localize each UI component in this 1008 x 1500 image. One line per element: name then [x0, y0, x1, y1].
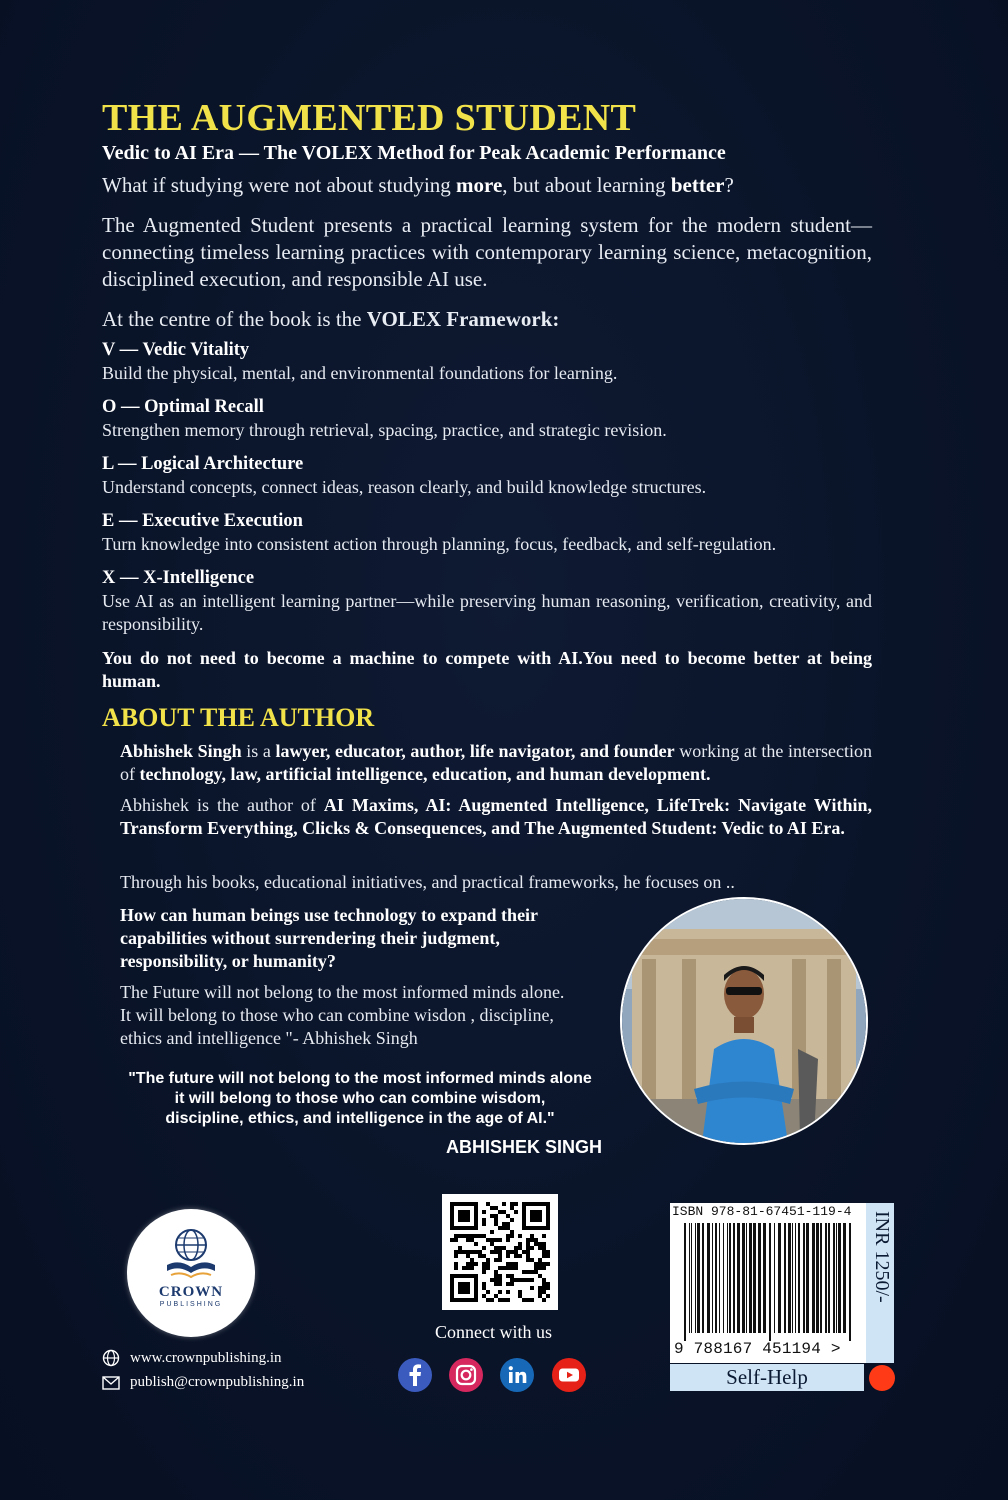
author-question: How can human beings use technology to expand their capabilities without surrendering their judgment, responsibility, or humanity?	[120, 905, 538, 971]
about-paragraph-2: Abhishek is the author of AI Maxims, AI: Augmented Intelligence, LifeTrek: Navigate Within, Transform Everything, Clicks & Consequences, and The Augmented Student: Vedic to AI Era.	[120, 795, 873, 838]
framework-description: Strengthen memory through retrieval, spacing, practice, and strategic revision.	[102, 420, 667, 440]
globe-book-icon	[165, 1225, 217, 1283]
about-heading: ABOUT THE AUTHOR	[102, 703, 375, 732]
framework-description: Build the physical, mental, and environmental foundations for learning.	[102, 363, 618, 383]
framework-heading: E — Executive Execution	[102, 511, 303, 531]
framework-heading: V — Vedic Vitality	[102, 340, 250, 360]
mail-icon	[102, 1376, 120, 1390]
category-label: Self-Help	[670, 1364, 864, 1391]
publisher-subname: PUBLISHING	[159, 1301, 223, 1308]
opening-question: What if studying were not about studying more, but about learning better?	[102, 173, 734, 197]
email-link[interactable]	[102, 1374, 304, 1391]
tagline: You do not need to become a machine to compete with AI.You need to become better at being human.	[102, 648, 872, 691]
publisher-logo	[127, 1209, 255, 1337]
framework-description: Understand concepts, connect ideas, reason clearly, and build knowledge structures.	[102, 477, 707, 497]
about-paragraph-1: Abhishek Singh is a lawyer, educator, author, life navigator, and founder working at the intersection of technology, law, artificial intelligence, education, and human development.	[120, 741, 872, 784]
framework-item-o	[102, 396, 872, 442]
framework-heading: X — X-Intelligence	[102, 568, 255, 588]
author-quote: "The future will not belong to the most informed minds alone it will belong to those who can combine wisdom, discipline, ethics, and intelligence in the age of AI."	[128, 1070, 592, 1127]
instagram-icon[interactable]	[449, 1358, 483, 1392]
framework-heading: O — Optimal Recall	[102, 397, 264, 417]
about-paragraph-3: Through his books, educational initiatives, and practical frameworks, he focuses on ..	[120, 872, 735, 892]
intro-paragraph: The Augmented Student presents a practical learning system for the modern student—connecting timeless learning practices with contemporary learning science, metacognition, disciplined execution, and responsible AI use.	[102, 213, 872, 291]
framework-description: Use AI as an intelligent learning partner—while preserving human reasoning, verification, creativity, and responsibility.	[102, 591, 872, 634]
quote-author: ABHISHEK SINGH	[446, 1137, 603, 1157]
framework-item-x	[102, 567, 872, 636]
barcode-bars	[684, 1223, 854, 1341]
barcode-number: 9 788167 451194 >	[674, 1340, 841, 1358]
framework-heading: L — Logical Architecture	[102, 454, 304, 474]
framework-description: Turn knowledge into consistent action through planning, focus, feedback, and self-regulation.	[102, 534, 777, 554]
framework-item-l	[102, 453, 872, 499]
qr-code-pattern	[442, 1194, 558, 1310]
isbn-barcode	[670, 1203, 866, 1363]
price-text: INR 1250/-	[871, 1211, 893, 1303]
publisher-name: CROWN	[158, 1284, 224, 1300]
qr-code[interactable]	[442, 1194, 558, 1310]
framework-item-e	[102, 510, 872, 556]
author-future-statement: The Future will not belong to the most informed minds alone. It will belong to those who can combine wisdon , discipline, ethics and intelligence "- Abhishek Singh	[120, 982, 565, 1048]
email-text: publish@crownpublishing.in	[130, 1374, 305, 1390]
website-text: www.crownpublishing.in	[130, 1349, 282, 1366]
framework-intro: At the centre of the book is the VOLEX Framework:	[102, 307, 560, 331]
globe-icon	[102, 1349, 120, 1367]
framework-item-v	[102, 339, 872, 385]
author-photo	[620, 897, 868, 1145]
website-link[interactable]	[102, 1349, 282, 1367]
isbn-label: ISBN 978-81-67451-119-4	[672, 1204, 852, 1219]
price-label	[866, 1203, 894, 1363]
facebook-icon[interactable]	[398, 1358, 432, 1392]
book-title: THE AUGMENTED STUDENT	[102, 97, 637, 139]
book-subtitle: Vedic to AI Era — The VOLEX Method for Peak Academic Performance	[102, 142, 726, 164]
linkedin-icon[interactable]	[500, 1358, 534, 1392]
youtube-icon[interactable]	[552, 1358, 586, 1392]
red-dot-marker	[869, 1365, 895, 1391]
connect-label: Connect with us	[435, 1322, 552, 1342]
